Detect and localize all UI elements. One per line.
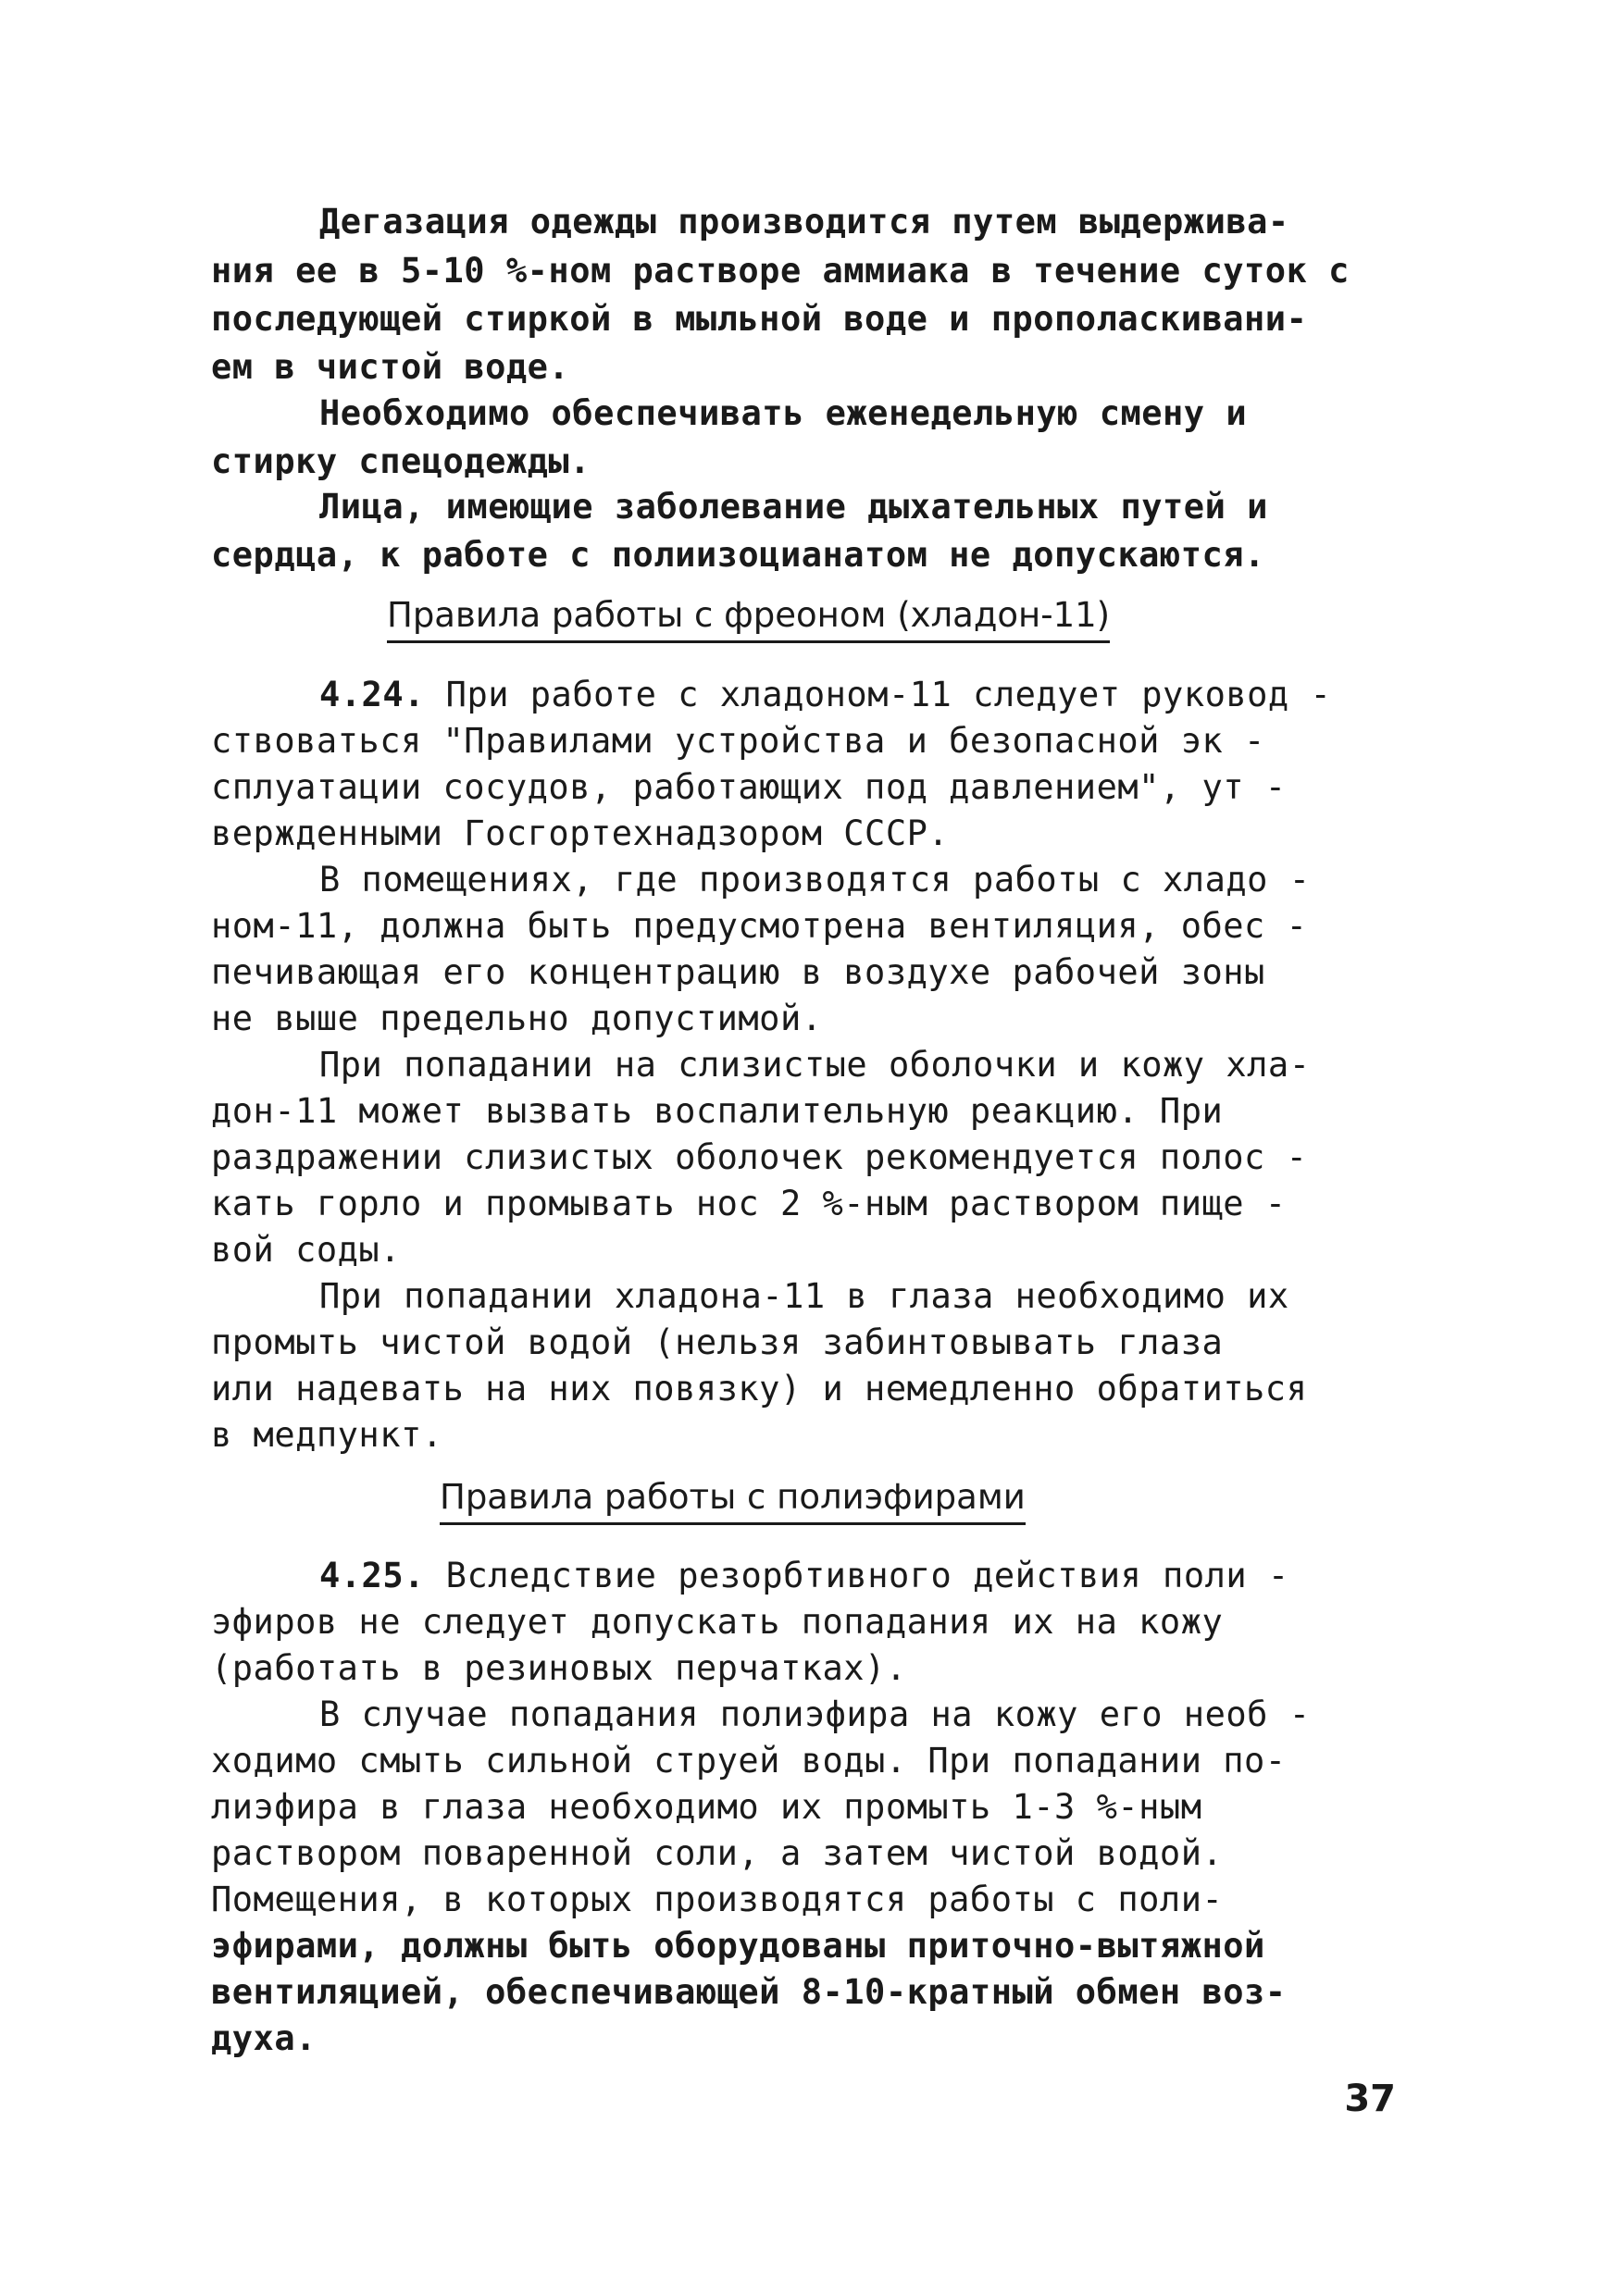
text-line: (работать в резиновых перчатках). — [211, 1648, 907, 1688]
text-line: последующей стиркой в мыльной воде и прополаскивани- — [211, 299, 1308, 339]
text-line: вержденными Госгортехнадзором СССР. — [211, 813, 950, 853]
text-line: При попадании на слизистые оболочки и кожу хла- — [319, 1045, 1311, 1085]
text-line — [319, 1553, 1289, 1599]
text-line: В случае попадания полиэфира на кожу его необ - — [319, 1694, 1311, 1734]
text-line: стирку спецодежды. — [211, 441, 591, 481]
text-line: ния ее в 5-10 %-ном растворе аммиака в течение суток с — [211, 251, 1350, 291]
text-line: Дегазация одежды производится путем выдержива- — [319, 202, 1289, 242]
paragraph-number: 4.25. — [319, 1556, 425, 1595]
text-line: ходимо смыть сильной струей воды. При попадании по- — [211, 1741, 1287, 1781]
text-line: лиэфира в глаза необходимо их промыть 1-3 %-ным — [211, 1787, 1202, 1827]
text-line: ствоваться "Правилами устройства и безопасной эк - — [211, 721, 1265, 761]
text-line: ем в чистой воде. — [211, 347, 570, 387]
text-line: печивающая его концентрацию в воздухе рабочей зоны — [211, 952, 1265, 992]
text-line: кать горло и промывать нос 2 %-ным раствором пище - — [211, 1184, 1287, 1223]
text-line: эфиров не следует допускать попадания их на кожу — [211, 1602, 1224, 1642]
section-heading-polyester: Правила работы с полиэфирами — [440, 1474, 1026, 1525]
text-line: Необходимо обеспечивать еженедельную смену и — [319, 393, 1248, 433]
text-line: не выше предельно допустимой. — [211, 999, 823, 1038]
text-line: духа. — [211, 2018, 317, 2058]
text-line — [319, 672, 1331, 718]
text-line: Помещения, в которых производятся работы с поли- — [211, 1880, 1224, 1919]
text-line: В помещениях, где производятся работы с хладо - — [319, 860, 1311, 900]
text-line: сердца, к работе с полиизоцианатом не допускаются. — [211, 535, 1265, 575]
text-line: эфирами, должны быть оборудованы приточно-вытяжной — [211, 1926, 1265, 1966]
page-number: 37 — [1344, 2078, 1396, 2120]
text-span: При работе с хладоном-11 следует руковод - — [445, 675, 1332, 714]
text-line: вентиляцией, обеспечивающей 8-10-кратный обмен воз- — [211, 1972, 1287, 2012]
text-line: ном-11, должна быть предусмотрена вентиляция, обес - — [211, 906, 1308, 946]
text-line: вой соды. — [211, 1230, 401, 1270]
text-line: раздражении слизистых оболочек рекомендуется полос - — [211, 1137, 1308, 1177]
section-heading-freon: Правила работы с фреоном (хладон-11) — [387, 592, 1110, 643]
text-line: При попадании хладона-11 в глаза необходимо их — [319, 1276, 1289, 1316]
paragraph-number: 4.24. — [319, 675, 425, 714]
text-span: Вследствие резорбтивного действия поли - — [445, 1556, 1289, 1595]
text-line: промыть чистой водой (нельзя забинтовывать глаза — [211, 1322, 1224, 1362]
text-line: в медпункт. — [211, 1415, 443, 1455]
text-line: сплуатации сосудов, работающих под давлением", ут - — [211, 767, 1287, 807]
text-line: Лица, имеющие заболевание дыхательных путей и — [319, 487, 1268, 527]
text-line: раствором поваренной соли, а затем чистой водой. — [211, 1833, 1224, 1873]
text-line: или надевать на них повязку) и немедленно обратиться — [211, 1369, 1308, 1409]
text-line: дон-11 может вызвать воспалительную реакцию. При — [211, 1091, 1224, 1131]
